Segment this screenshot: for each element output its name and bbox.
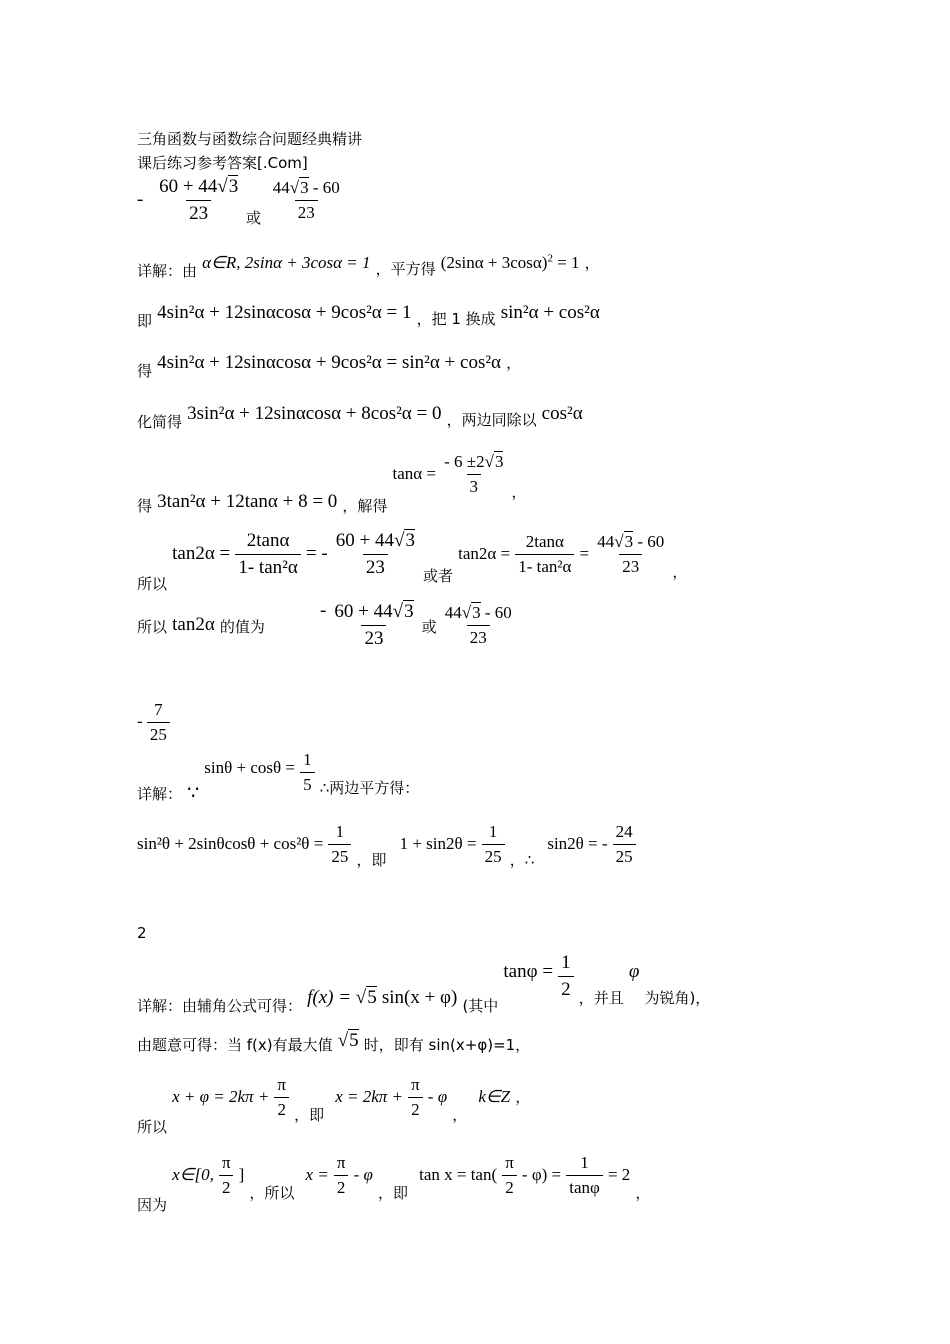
fraction xyxy=(515,532,574,577)
p3-answer: 2 xyxy=(137,924,147,942)
label: 的值为 xyxy=(219,618,265,636)
denominator: 23 xyxy=(295,200,318,223)
p2-line2 xyxy=(137,822,636,870)
exponent: 2 xyxy=(547,252,553,265)
math-expression: sin²θ + 2sinθcosθ + cos²θ = xyxy=(137,834,324,853)
math-expression: 1 + sin2θ = xyxy=(399,834,477,853)
punctuation: ， xyxy=(635,1184,651,1202)
fraction xyxy=(147,700,170,745)
math-expression: ] xyxy=(238,1165,245,1184)
p3-line1: 详解：由辅角公式可得： f(x) = √5 sin(x + φ) (其中 tanφ = $\frac{1}{2}$ ，并且 φ 为锐角)， xyxy=(137,952,711,1015)
label: ，所以 xyxy=(249,1184,295,1202)
math-expression: k∈Z xyxy=(478,1087,511,1106)
numerator: 1 xyxy=(561,952,571,973)
label: 即 xyxy=(137,312,153,330)
punctuation: ， xyxy=(506,354,522,372)
minus-sign: - xyxy=(137,711,143,731)
numerator: π xyxy=(336,1153,346,1172)
radicand: 3 xyxy=(494,452,504,471)
denominator: 2 xyxy=(334,1175,349,1198)
math-expression: tan x = tan( xyxy=(419,1165,498,1184)
label: 化简得 xyxy=(137,413,183,431)
math-expression: sinθ + cosθ = xyxy=(204,758,296,777)
label: 为锐角)， xyxy=(644,989,711,1007)
math-expression: f(x) = xyxy=(307,987,356,1008)
math-expression: 3tan²α + 12tanα + 8 = 0 xyxy=(157,491,338,512)
numerator: π xyxy=(221,1153,231,1172)
p1-answer xyxy=(137,176,343,228)
denominator: 2 xyxy=(274,1097,289,1120)
numerator: 60 + 44 xyxy=(159,176,218,197)
fraction xyxy=(334,1153,349,1198)
math-expression: = 2 xyxy=(607,1165,631,1184)
denominator: 25 xyxy=(482,844,505,867)
because-symbol: ∵ xyxy=(187,783,200,804)
label: 因为 xyxy=(137,1196,168,1214)
numerator: 60 + 44 xyxy=(334,601,393,622)
math-expression: = 1 xyxy=(552,253,580,272)
math-expression: tan2α xyxy=(172,614,215,635)
label: 所以 xyxy=(137,618,168,636)
or-text: 或 xyxy=(421,618,437,636)
fraction xyxy=(328,822,351,867)
math-expression: cos²α xyxy=(541,403,583,424)
numerator: 44 xyxy=(272,178,290,197)
math-expression: = - xyxy=(305,543,328,564)
numerator: 1 xyxy=(335,822,345,841)
fraction xyxy=(482,822,505,867)
math-expression: α∈R, 2sinα + 3cosα = 1 xyxy=(202,253,371,272)
math-expression: tanα = xyxy=(392,464,437,483)
p3-line2: 由题意可得：当 f(x)有最大值 √5 时，即有 sin(x+φ)=1， xyxy=(137,1030,531,1054)
math-expression: sin2θ = - xyxy=(547,834,608,853)
fraction xyxy=(300,750,315,795)
punctuation: ， xyxy=(511,483,527,501)
label: ，∴ xyxy=(509,851,535,869)
denominator: 25 xyxy=(328,844,351,867)
label: ，并且 xyxy=(578,989,624,1007)
p1-line6 xyxy=(137,530,687,594)
radicand: 5 xyxy=(367,987,377,1008)
fraction: $\frac{- 6 \pm 2√3}{3}$ xyxy=(444,452,504,496)
p1-line7 xyxy=(137,600,515,650)
math-expression: - φ) = xyxy=(521,1165,562,1184)
numerator-tail: - 60 xyxy=(480,603,512,622)
denominator: 3 xyxy=(467,474,482,497)
fraction: $\frac{44√3 - 60}{23}$ xyxy=(444,603,512,647)
label: ，两边同除以 xyxy=(446,411,537,429)
denominator: 2 xyxy=(502,1175,517,1198)
denominator: 23 xyxy=(619,554,642,577)
label: 得 xyxy=(137,497,153,515)
denominator: 1- tan²α xyxy=(515,554,574,577)
punctuation: ， xyxy=(672,563,688,581)
numerator: 24 xyxy=(615,822,633,841)
label: 所以 xyxy=(137,575,168,593)
fraction: $\frac{44√3 - 60}{23}$ xyxy=(272,178,340,222)
punctuation: ， xyxy=(584,254,600,272)
radicand: 3 xyxy=(624,532,634,551)
or-text: 或者 xyxy=(423,567,454,585)
numerator-tail: - 60 xyxy=(308,178,340,197)
math-expression: tan2α = xyxy=(172,543,231,564)
denominator: 23 xyxy=(363,554,388,579)
fraction xyxy=(558,952,574,1001)
fraction xyxy=(235,530,300,579)
numerator: 1 xyxy=(488,822,498,841)
fraction: $\frac{60 + 44√3}{23}$ xyxy=(334,601,414,649)
doc-subtitle: 课后练习参考答案[.Com] xyxy=(137,154,308,172)
denominator: 1- tan²α xyxy=(235,554,300,579)
punctuation: ， xyxy=(515,1088,531,1106)
label: ∴两边平方得： xyxy=(319,779,420,797)
denominator: 2 xyxy=(219,1175,234,1198)
fraction xyxy=(219,1153,234,1198)
label: ，解得 xyxy=(342,497,388,515)
math-expression: = xyxy=(579,544,590,563)
fraction: $\frac{60 + 44√3}{23}$ xyxy=(159,176,239,224)
denominator: 25 xyxy=(613,844,636,867)
p1-line2 xyxy=(137,302,600,331)
denominator: 2 xyxy=(408,1097,423,1120)
numerator-tail: - 60 xyxy=(633,532,665,551)
fraction xyxy=(408,1075,423,1120)
p3-line3 xyxy=(137,1075,530,1137)
label: 详解：由辅角公式可得： xyxy=(137,997,303,1015)
denominator: 23 xyxy=(361,625,386,650)
math-expression: 3sin²α + 12sinαcosα + 8cos²α = 0 xyxy=(187,403,442,424)
math-expression: x = xyxy=(305,1165,329,1184)
minus-sign: - xyxy=(319,600,327,621)
or-text: 或 xyxy=(245,208,261,227)
math-expression: - φ xyxy=(427,1087,448,1106)
numerator: 1 xyxy=(580,1153,589,1172)
denominator: 2 xyxy=(558,976,574,1001)
math-expression: 4sin²α + 12sinαcosα + 9cos²α = 1 xyxy=(157,302,412,323)
fraction: $\frac{60 + 44√3}{23}$ xyxy=(335,530,415,578)
p3-line4 xyxy=(137,1153,650,1215)
fraction xyxy=(274,1075,289,1120)
label: 时，即有 sin(x+φ)=1， xyxy=(363,1036,531,1054)
math-expression: sin(x + φ) xyxy=(381,987,458,1008)
doc-title: 三角函数与函数综合问题经典精讲 xyxy=(137,130,363,148)
label: 详解： xyxy=(137,785,183,803)
label: ，把 1 换成 xyxy=(416,310,496,328)
numerator: 2tanα xyxy=(246,530,290,551)
label: ，即 xyxy=(356,851,387,869)
fraction xyxy=(502,1153,517,1198)
p1-line3 xyxy=(137,352,521,381)
label: 得 xyxy=(137,362,153,380)
denominator: 23 xyxy=(467,625,490,648)
math-expression: φ xyxy=(628,961,640,982)
p2-answer xyxy=(137,700,170,745)
denominator: tanφ xyxy=(566,1175,603,1198)
denominator: 23 xyxy=(186,200,211,225)
math-expression: sin²α + cos²α xyxy=(500,302,600,323)
fraction xyxy=(566,1153,603,1198)
minus-sign: - xyxy=(137,188,144,210)
numerator: π xyxy=(411,1075,420,1094)
p2-line1 xyxy=(137,750,419,805)
fraction xyxy=(613,822,636,867)
p1-line5 xyxy=(137,452,527,516)
numerator: 1 xyxy=(303,750,312,769)
label: ，即 xyxy=(377,1184,408,1202)
numerator: 44 xyxy=(444,603,462,622)
label: ， xyxy=(452,1106,468,1124)
math-expression: (2sinα + 3cosα) xyxy=(440,253,548,272)
label: ，平方得 xyxy=(375,260,436,278)
numerator: 44 xyxy=(597,532,615,551)
p1-line1 xyxy=(137,252,600,281)
label: 由题意可得：当 f(x)有最大值 xyxy=(137,1036,333,1054)
radicand: 3 xyxy=(472,603,481,622)
numerator: π xyxy=(505,1153,514,1172)
label: (其中 xyxy=(462,997,499,1015)
radicand: 5 xyxy=(349,1030,359,1051)
label: 所以 xyxy=(137,1118,168,1136)
denominator: 5 xyxy=(300,772,315,795)
radicand: 3 xyxy=(405,530,415,551)
fraction: $\frac{44√3 - 60}{23}$ xyxy=(597,532,665,576)
math-expression: x + φ = 2kπ + xyxy=(172,1087,270,1106)
math-expression: x = 2kπ + xyxy=(335,1087,403,1106)
label: 详解：由 xyxy=(137,262,198,280)
numerator: 60 + 44 xyxy=(335,530,394,551)
math-expression: tanφ = xyxy=(503,961,554,982)
math-expression: - φ xyxy=(353,1165,373,1184)
radicand: 3 xyxy=(404,601,414,622)
radicand: 3 xyxy=(228,176,239,197)
radicand: 3 xyxy=(300,178,309,197)
math-expression: 4sin²α + 12sinαcosα + 9cos²α = sin²α + cos²α xyxy=(157,352,501,373)
numerator: 7 xyxy=(154,700,163,719)
numerator: π xyxy=(277,1075,286,1094)
denominator: 25 xyxy=(147,722,170,745)
label: ，即 xyxy=(294,1106,325,1124)
math-expression: tan2α = xyxy=(458,544,511,563)
p1-line4 xyxy=(137,403,583,432)
numerator: - 6 ±2 xyxy=(444,452,485,471)
math-expression: x∈[0, xyxy=(172,1165,214,1184)
numerator: 2tanα xyxy=(525,532,564,551)
